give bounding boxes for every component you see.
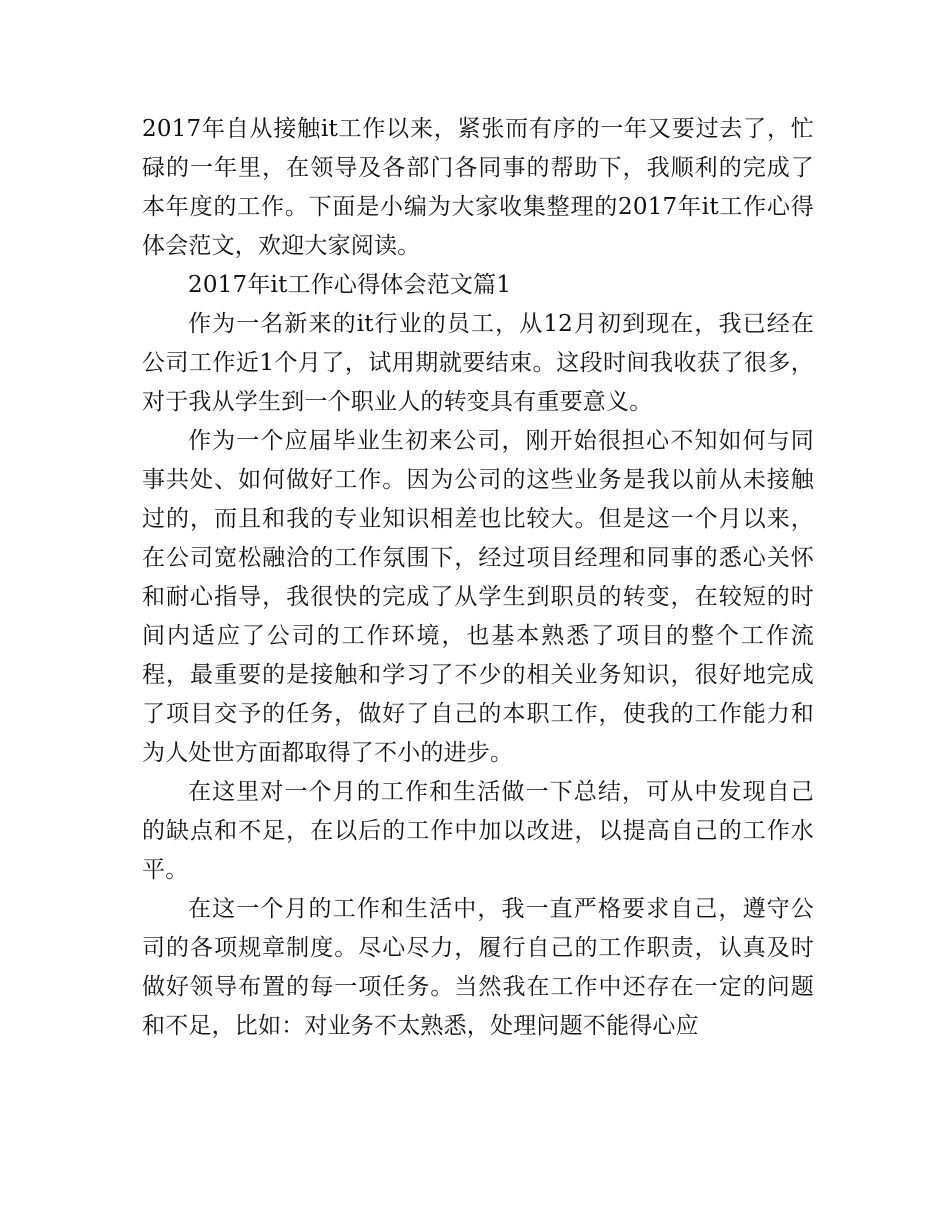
- body-paragraph: 在这里对一个月的工作和生活做一下总结，可从中发现自己的缺点和不足，在以后的工作中加以改进，以提高自己的工作水平。: [142, 779, 814, 883]
- body-paragraph: 作为一名新来的it行业的员工，从12月初到现在，我已经在公司工作近1个月了，试用期就要结束。这段时间我收获了很多，对于我从学生到一个职业人的转变具有重要意义。: [142, 311, 814, 415]
- body-paragraph: 在这一个月的工作和生活中，我一直严格要求自己，遵守公司的各项规章制度。尽心尽力，履行自己的工作职责，认真及时做好领导布置的每一项任务。当然我在工作中还存在一定的问题和不足，比如：对业务不太熟悉，处理问题不能得心应: [142, 896, 814, 1039]
- body-paragraph: 作为一个应届毕业生初来公司，刚开始很担心不知如何与同事共处、如何做好工作。因为公司的这些业务是我以前从未接触过的，而且和我的专业知识相差也比较大。但是这一个月以来，在公司宽松融洽的工作氛围下，经过项目经理和同事的悉心关怀和耐心指导，我很快的完成了从学生到职员的转变，在较短的时间内适应了公司的工作环境，也基本熟悉了项目的整个工作流程，最重要的是接触和学习了不少的相关业务知识，很好地完成了项目交予的任务，做好了自己的本职工作，使我的工作能力和为人处世方面都取得了不小的进步。: [142, 428, 814, 766]
- document-body: [142, 110, 814, 1046]
- section-heading: 2017年it工作心得体会范文篇1: [188, 272, 512, 298]
- intro-paragraph: 2017年自从接触it工作以来，紧张而有序的一年又要过去了，忙碌的一年里，在领导及各部门各同事的帮助下，我顺利的完成了本年度的工作。下面是小编为大家收集整理的2017年it工作心得体会范文，欢迎大家阅读。: [142, 116, 814, 259]
